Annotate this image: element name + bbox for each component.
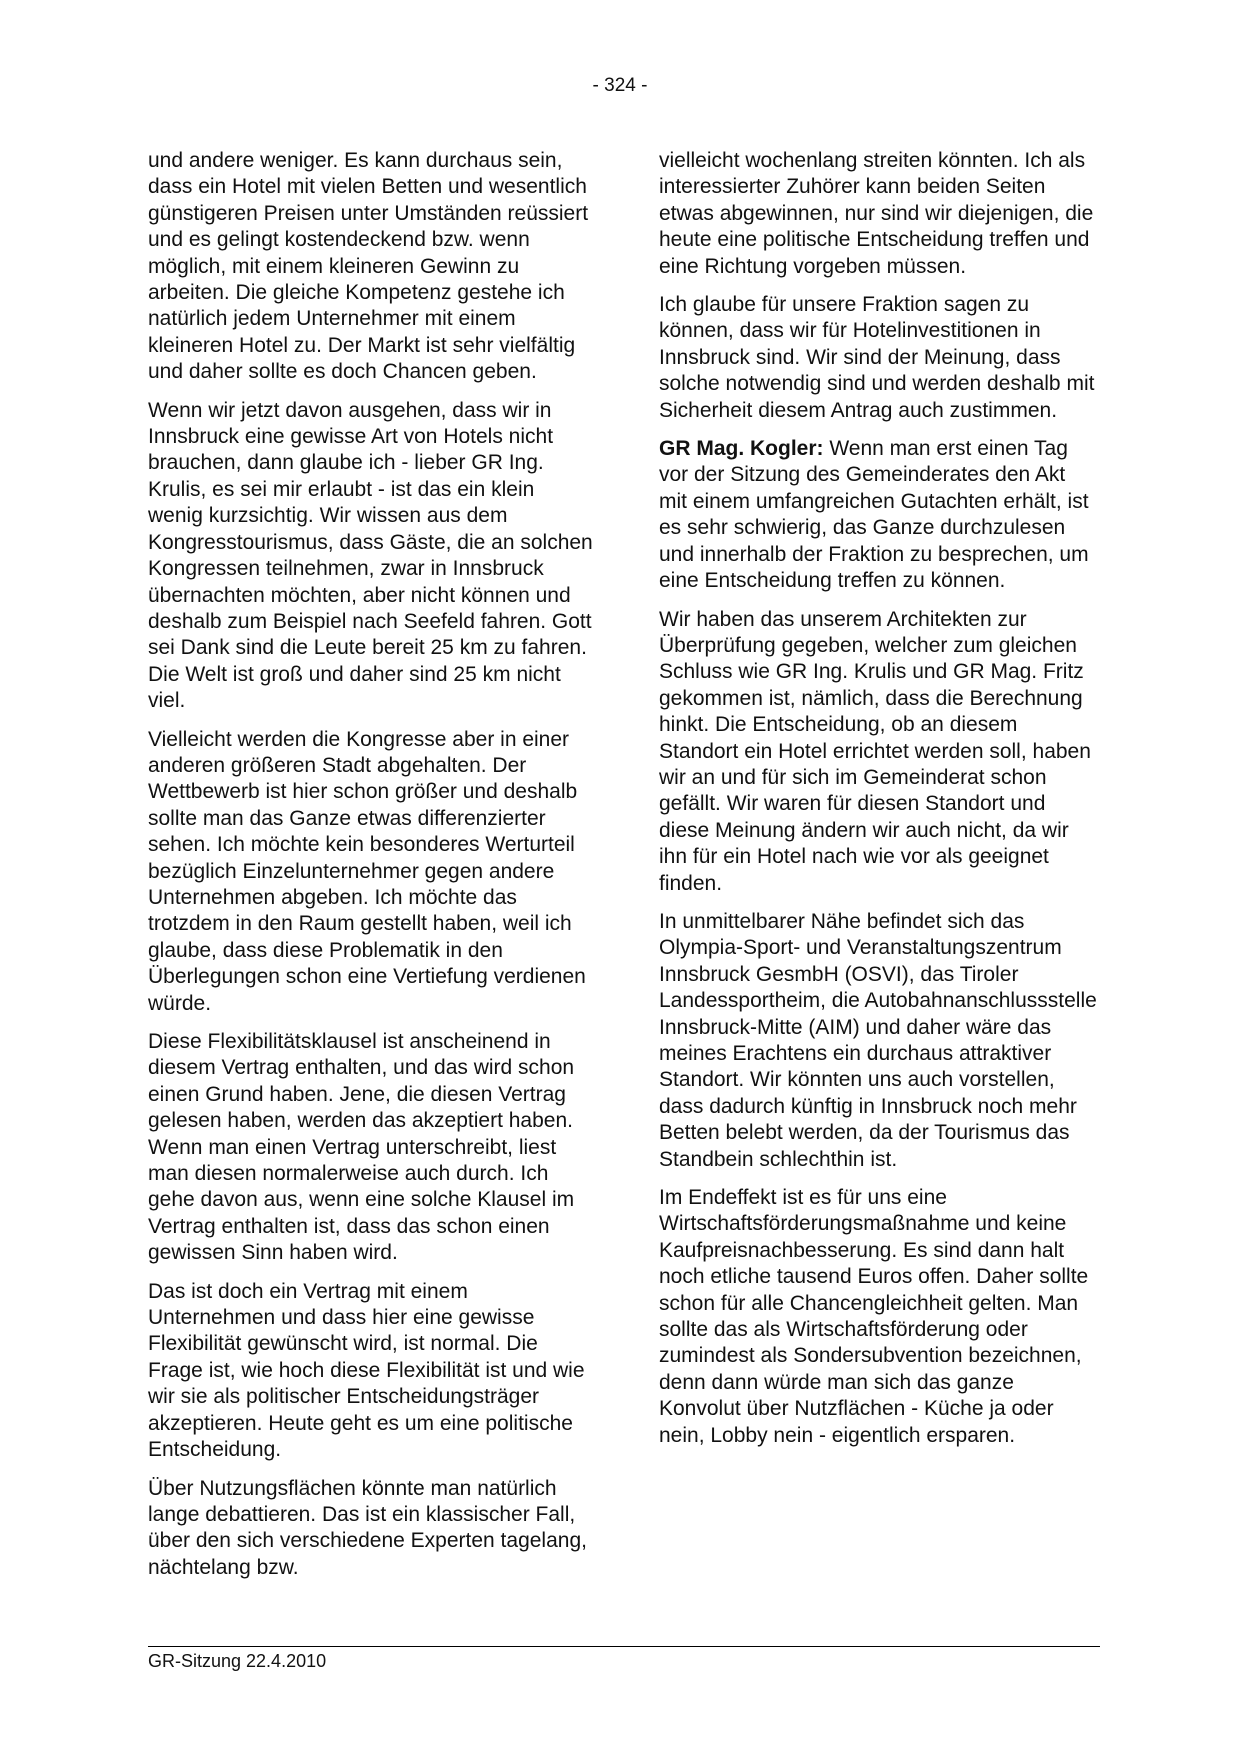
paragraph: Das ist doch ein Vertrag mit einem Unternehmen und dass hier eine gewisse Flexibilität gewünscht wird, ist normal. Die Frage ist, wie hoch diese Flexibilität ist und wie wir sie als politischer Entscheidungsträger akzeptieren. Heute geht es um eine politische Entscheidung. — [148, 1279, 585, 1462]
speaker-paragraph — [659, 436, 1099, 594]
paragraph: vielleicht wochenlang streiten könnten. Ich als interessierter Zuhörer kann beiden Seiten etwas abgewinnen, nur sind wir diejenigen, die heute eine politische Entscheidung treffen und eine Richtung vorgeben müssen. — [659, 149, 1094, 278]
speaker-name: GR Mag. Kogler: — [659, 437, 824, 461]
speaker-text: Wenn man erst einen Tag vor der Sitzung des Gemeinderates den Akt mit einem umfangreichen Gutachten erhält, ist es sehr schwierig, das Ganze durchzulesen und innerhalb der Fraktion zu besprechen, um eine Entscheidung treffen zu können. — [659, 437, 1089, 593]
footer-session-date: GR-Sitzung 22.4.2010 — [148, 1651, 327, 1671]
page-number: - 324 - — [592, 75, 648, 96]
paragraph: Vielleicht werden die Kongresse aber in einer anderen größeren Stadt abgehalten. Der Wettbewerb ist hier schon größer und deshalb sollte man das Ganze etwas differenzierter sehen. Ich möchte kein besonderes Werturteil bezüglich Einzelunternehmer gegen andere Unternehmen abgeben. Ich möchte das trotzdem in den Raum gestellt haben, weil ich glaube, dass diese Problematik in den Überlegungen schon eine Vertiefung verdienen würde. — [148, 727, 586, 1015]
paragraph: In unmittelbarer Nähe befindet sich das Olympia-Sport- und Veranstaltungszentrum Innsbruck GesmbH (OSVI), das Tiroler Landessportheim, die Autobahnanschlussstelle Innsbruck-Mitte (AIM) und daher wäre das meines Erachtens ein durchaus attraktiver Standort. Wir könnten uns auch vorstellen, dass dadurch künftig in Innsbruck noch mehr Betten belebt werden, da der Tourismus das Standbein schlechthin ist. — [659, 909, 1097, 1171]
left-column — [148, 148, 594, 1593]
paragraph: Diese Flexibilitätsklausel ist anscheinend in diesem Vertrag enthalten, und das wird schon einen Grund haben. Jene, die diesen Vertrag gelesen haben, werden das akzeptiert haben. Wenn man einen Vertrag unterschreibt, liest man diesen normalerweise auch durch. Ich gehe davon aus, wenn eine solche Klausel im Vertrag enthalten ist, dass das schon einen gewissen Sinn haben wird. — [148, 1030, 575, 1265]
right-column — [659, 148, 1099, 1461]
paragraph: Wenn wir jetzt davon ausgehen, dass wir in Innsbruck eine gewisse Art von Hotels nicht brauchen, dann glaube ich - lieber GR Ing. Krulis, es sei mir erlaubt - ist das ein klein wenig kurzsichtig. Wir wissen aus dem Kongresstourismus, dass Gäste, die an solchen Kongressen teilnehmen, zwar in Innsbruck übernachten möchten, aber nicht können und deshalb zum Beispiel nach Seefeld fahren. Gott sei Dank sind die Leute bereit 25 km zu fahren. Die Welt ist groß und daher sind 25 km nicht viel. — [148, 398, 593, 713]
paragraph: Im Endeffekt ist es für uns eine Wirtschaftsförderungsmaßnahme und keine Kaufpreisnachbesserung. Es sind dann halt noch etliche tausend Euros offen. Daher sollte schon für alle Chancengleichheit gelten. Man sollte das als Wirtschaftsförderung oder zumindest als Sondersubvention bezeichnen, denn dann würde man sich das ganze Konvolut über Nutzflächen - Küche ja oder nein, Lobby nein - eigentlich ersparen. — [659, 1186, 1089, 1447]
paragraph: Wir haben das unserem Architekten zur Überprüfung gegeben, welcher zum gleichen Schluss wie GR Ing. Krulis und GR Mag. Fritz gekommen ist, nämlich, dass die Berechnung hinkt. Die Entscheidung, ob an diesem Standort ein Hotel errichtet werden soll, haben wir an und für sich im Gemeinderat schon gefällt. Wir waren für diesen Standort und diese Meinung ändern wir auch nicht, da wir ihn für ein Hotel nach wie vor als geeignet finden. — [659, 607, 1091, 895]
paragraph: Über Nutzungsflächen könnte man natürlich lange debattieren. Das ist ein klassischer Fall, über den sich verschiedene Experten tagelang, nächtelang bzw. — [148, 1476, 587, 1579]
footer-divider — [148, 1646, 1100, 1647]
paragraph: Ich glaube für unsere Fraktion sagen zu können, dass wir für Hotelinvestitionen in Innsbruck sind. Wir sind der Meinung, dass solche notwendig sind und werden deshalb mit Sicherheit diesem Antrag auch zustimmen. — [659, 293, 1095, 422]
paragraph: und andere weniger. Es kann durchaus sein, dass ein Hotel mit vielen Betten und wesentlich günstigeren Preisen unter Umständen reüssiert und es gelingt kostendeckend bzw. wenn möglich, mit einem kleineren Gewinn zu arbeiten. Die gleiche Kompetenz gestehe ich natürlich jedem Unternehmer mit einem kleineren Hotel zu. Der Markt ist sehr vielfältig und daher sollte es doch Chancen geben. — [148, 149, 589, 384]
